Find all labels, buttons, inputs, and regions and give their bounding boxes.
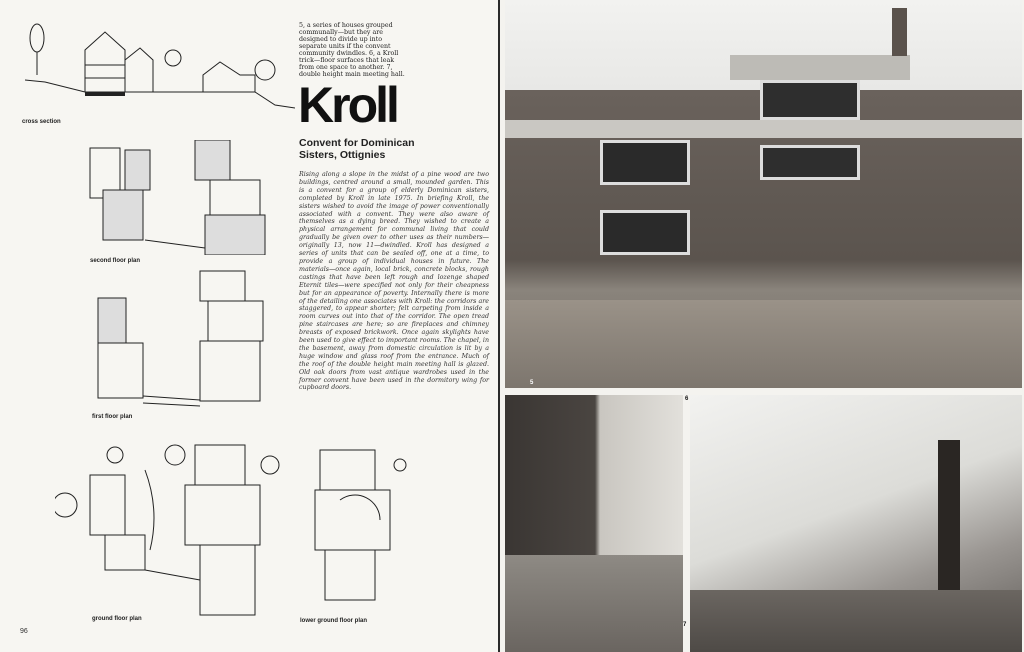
photo-number-5: 5 bbox=[530, 380, 534, 386]
second-floor-plan-label: second floor plan bbox=[90, 258, 141, 264]
page-number: 96 bbox=[20, 628, 28, 635]
second-floor-plan bbox=[85, 140, 275, 255]
window bbox=[760, 80, 860, 120]
first-floor-plan-label: first floor plan bbox=[92, 414, 133, 420]
chimney bbox=[892, 8, 907, 56]
cross-section-label: cross section bbox=[22, 119, 61, 125]
photo-meeting-hall bbox=[690, 395, 1022, 652]
lower-ground-floor-plan bbox=[300, 440, 410, 615]
floor bbox=[690, 590, 1022, 652]
article-subtitle: Convent for Dominican Sisters, Ottignies bbox=[299, 137, 415, 161]
lower-ground-floor-plan-label: lower ground floor plan bbox=[300, 618, 367, 624]
ground bbox=[505, 300, 1022, 388]
first-floor-plan bbox=[80, 268, 280, 413]
ground-floor-plan bbox=[55, 430, 295, 620]
window bbox=[760, 145, 860, 180]
ground-floor-plan-label: ground floor plan bbox=[92, 616, 142, 622]
photo-convent-exterior bbox=[505, 0, 1022, 388]
right-page bbox=[500, 0, 1024, 652]
photo-corridor bbox=[505, 395, 683, 652]
floor bbox=[505, 555, 683, 652]
photo-number-7: 7 bbox=[683, 622, 687, 628]
window bbox=[600, 140, 690, 185]
window bbox=[600, 210, 690, 255]
article-body: Rising along a slope in the midst of a pine wood are two buildings, centred around a small, mounded garden. This is a convent for a group of elderly Dominican sisters, completed by Kroll in late 1975. In briefing Kroll, the sisters wished to avoid the image of power conventionally associated with a convent. They were also aware of themselves as a dying breed. They wished to create a physical arrangement for communal living that could gradually be given over to other uses as their numbers—originally 13, now 11—dwindled. Kroll has designed a series of units that can be sealed off, one at a time, to provide a group of individual houses in future. The materials—once again, local brick, concrete blocks, rough castings that have been left rough and lozenge shaped Eternit tiles—were specified not only for their cheapness but for an appearance of poverty. Internally there is more of the detailing one associates with Kroll: the corridors are staggered, to appear shorter; felt carpeting from inside a room curves out into that of the corridor. The open tread pine staircases are here; so are fireplaces and chimney breasts of exposed brickwork. Once again skylights have been used to give effect to important rooms. The chapel, in the basement, away from domestic circulation is lit by a huge window and glass roof from the entrance. Much of the roof of the double height main meeting hall is glazed. Old oak doors from vast antique wardrobes used in the former convent have been used in the dormitory wing for cupboard doors. bbox=[299, 171, 489, 392]
cross-section-drawing bbox=[25, 20, 295, 115]
left-page bbox=[0, 0, 498, 652]
roof bbox=[505, 120, 1022, 138]
article-title: Kroll bbox=[298, 77, 397, 133]
photo-number-6: 6 bbox=[685, 396, 689, 402]
upper-roof bbox=[730, 55, 910, 80]
photo-captions: 5, a series of houses grouped communally—but they are designed to divide up into separate units if the convent community dwindles. 6, a Kroll trick—floor surfaces that leak from one space to another. 7, double height main meeting hall. bbox=[299, 22, 405, 78]
